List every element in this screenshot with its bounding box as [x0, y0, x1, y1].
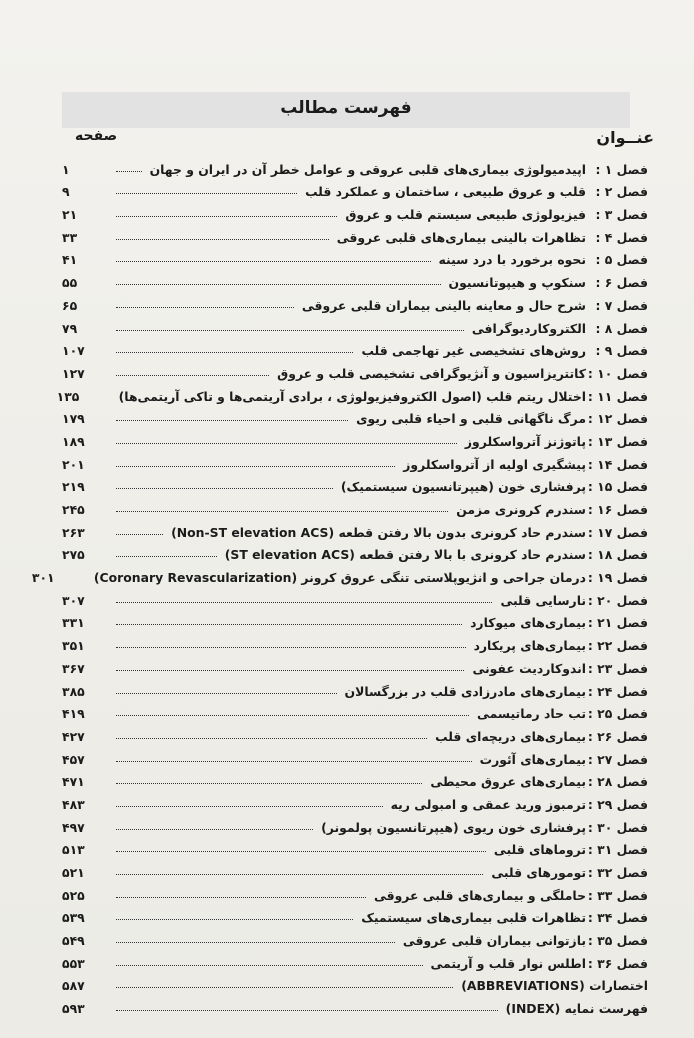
chapter-number: فصل ۲۴ :: [587, 683, 648, 699]
page-number: ۳۶۷: [62, 660, 85, 676]
toc-row: [62, 245, 648, 268]
dot-leader: [116, 1009, 498, 1011]
toc-row: [62, 676, 648, 699]
toc-row: [31, 562, 648, 586]
chapter-number: فصل ۱۷ :: [587, 524, 648, 540]
page-number: ۵۲۱: [62, 865, 85, 880]
dot-leader: [116, 918, 353, 920]
toc-row: [62, 925, 648, 948]
dot-leader: [116, 714, 469, 716]
page-number: ۵۸۷: [62, 978, 85, 994]
page-number: ۱۰۷: [62, 343, 85, 359]
chapter-number: فصل ۱۱ :: [587, 388, 648, 404]
page-number: ۹: [62, 184, 70, 200]
toc-row: [62, 767, 648, 790]
dot-leader: [116, 692, 337, 694]
page-number: ۲۴۵: [62, 502, 85, 517]
chapter-number: فصل ۳۰ :: [587, 819, 648, 835]
chapter-title: مرگ ناگهانی قلبی و احیاء قلبی ریوی: [356, 411, 586, 427]
chapter-title: سندرم کرونری مزمن: [456, 502, 586, 517]
chapter-title: پیشگیری اولیه از آترواسکلروز: [403, 456, 586, 472]
page-number: ۱۷۹: [62, 411, 85, 427]
chapter-title: ترمبوز ورید عمقی و امبولی ریه: [390, 796, 586, 812]
page-number: ۲۱: [62, 207, 78, 223]
chapter-number: فصل ۳۳ :: [587, 887, 648, 903]
dot-leader: [116, 601, 492, 603]
chapter-number: فصل ۱۰ :: [587, 365, 648, 381]
page-number: ۳۸۵: [62, 683, 85, 699]
page-number: ۲۶۳: [62, 524, 85, 540]
dot-leader: [116, 374, 269, 376]
toc-row: [62, 494, 648, 517]
chapter-number: فصل ۸ :: [595, 320, 648, 336]
toc-row: [62, 812, 648, 835]
dot-leader: [116, 170, 142, 172]
page-number: ۴۷۱: [62, 774, 85, 790]
dot-leader: [116, 760, 472, 762]
toc-row: [62, 404, 648, 427]
dot-leader: [116, 487, 333, 489]
toc-row: [62, 699, 648, 722]
chapter-number: فصل ۱۹ :: [587, 570, 648, 586]
chapter-number: فصل ۲۱ :: [587, 615, 648, 631]
chapter-title: شرح حال و معاینه بالینی بیماران قلبی عروقی: [301, 297, 586, 313]
toc-row: [62, 880, 648, 903]
dot-leader: [116, 737, 427, 739]
page-number: ۵۴۹: [62, 933, 85, 949]
chapter-title: فهرست نمایه (INDEX): [505, 1001, 648, 1017]
dot-leader: [116, 419, 348, 421]
chapter-number: فصل ۶ :: [595, 275, 648, 291]
toc-row: [62, 789, 648, 812]
page-number: ۵۱۳: [62, 842, 85, 858]
page-number: ۲۱۹: [62, 479, 85, 495]
toc-row: [62, 177, 648, 200]
toc-row: [62, 653, 648, 676]
chapter-number: فصل ۲۳ :: [587, 660, 648, 676]
dot-leader: [116, 329, 464, 331]
dot-leader: [116, 510, 448, 512]
chapter-title: بیماری‌های آئورت: [479, 751, 586, 767]
chapter-number: فصل ۲ :: [595, 184, 648, 200]
page-number: ۴۱: [62, 252, 78, 268]
page-number: ۴۲۷: [62, 728, 85, 744]
chapter-title: اپیدمیولوژی بیماری‌های قلبی عروقی و عوامل خطر آن در ایران و جهان: [149, 161, 586, 177]
chapter-number: فصل ۲۶ :: [587, 728, 648, 744]
dot-leader: [116, 941, 395, 943]
chapter-title: بیماری‌های پریکارد: [473, 638, 586, 654]
chapter-title: کاتتریزاسیون و آنژیوگرافی تشخیصی قلب و عروق: [277, 365, 586, 381]
page-number: ۳۵۱: [62, 638, 85, 654]
toc-row: [62, 472, 648, 495]
chapter-number: فصل ۷ :: [595, 297, 648, 313]
chapter-number: فصل ۱۶ :: [587, 502, 648, 517]
chapter-title: تروماهای قلبی: [493, 842, 586, 858]
chapter-title: بیماری‌های عروق محیطی: [430, 774, 586, 790]
toc-row: [62, 993, 648, 1016]
toc-row: [62, 336, 648, 359]
chapter-number: فصل ۲۷ :: [587, 751, 648, 767]
toc-row: [62, 290, 648, 313]
toc-row: [62, 517, 648, 540]
page-number: ۱۳۵: [56, 388, 80, 404]
chapter-title: بیماری‌های میوکارد: [470, 615, 586, 631]
chapter-title: بیماری‌های مادرزادی قلب در بزرگسالان: [344, 683, 586, 699]
chapter-number: فصل ۲۵ :: [587, 706, 648, 722]
chapter-number: فصل ۴ :: [595, 229, 648, 245]
chapter-number: فصل ۱ :: [595, 161, 648, 177]
chapter-title: سندرم حاد کرونری بدون بالا رفتن قطعه (Non-ST elevation ACS): [171, 524, 586, 540]
chapter-number: فصل ۱۴ :: [587, 456, 648, 472]
chapter-title: بازتوانی بیماران قلبی عروقی: [402, 933, 586, 949]
chapter-title: تب حاد رماتیسمی: [477, 706, 586, 722]
toc-list: [31, 154, 648, 1017]
toc-row: [62, 835, 648, 858]
chapter-number: فصل ۱۲ :: [587, 411, 648, 427]
chapter-number: فصل ۳۱ :: [587, 842, 648, 858]
page-number: ۱: [62, 161, 70, 177]
chapter-title: اندوکاردیت عفونی: [472, 660, 586, 676]
chapter-title: تظاهرات بالینی بیماری‌های قلبی عروقی: [336, 229, 586, 245]
dot-leader: [116, 533, 163, 535]
chapter-number: فصل ۳۲ :: [587, 865, 648, 880]
page-number: ۲۷۵: [62, 547, 85, 563]
toc-title: فهرست مطالب: [280, 98, 412, 118]
chapter-title: نارسایی قلبی: [500, 592, 586, 608]
page-number: ۵۵۳: [62, 955, 85, 971]
chapter-number: فصل ۳۶ :: [587, 955, 648, 971]
column-page-heading: صفحه: [75, 128, 118, 144]
chapter-title: اختصارات (ABBREVIATIONS): [461, 978, 648, 994]
chapter-number: فصل ۱۳ :: [587, 433, 648, 449]
page-number: ۳۰۷: [62, 592, 85, 608]
page-number: ۵۹۳: [62, 1001, 85, 1017]
chapter-title: بیماری‌های دریچه‌ای قلب: [435, 728, 586, 744]
chapter-title: سنکوپ و هیپوتانسیون: [448, 275, 586, 291]
chapter-number: فصل ۱۸ :: [587, 547, 648, 563]
dot-leader: [116, 215, 337, 217]
page-number: ۷۹: [62, 320, 78, 336]
dot-leader: [116, 623, 462, 625]
chapter-title: فیزیولوژی طبیعی سیستم قلب و عروق: [345, 207, 586, 223]
chapter-number: فصل ۱۵ :: [587, 479, 648, 495]
page-number: ۵۵: [62, 275, 78, 291]
toc-row: [62, 721, 648, 744]
dot-leader: [116, 986, 453, 988]
page-number: ۴۸۳: [62, 796, 85, 812]
column-title-heading: عنــوان: [596, 128, 654, 147]
page-number: ۱۸۹: [62, 433, 85, 449]
chapter-number: فصل ۳۵ :: [587, 933, 648, 949]
chapter-title: اطلس نوار قلب و آریتمی: [430, 955, 586, 971]
toc-row: [62, 313, 648, 336]
toc-row: [62, 267, 648, 290]
dot-leader: [116, 555, 217, 557]
dot-leader: [116, 442, 457, 444]
chapter-title: الکتروکاردیوگرافی: [471, 320, 586, 336]
chapter-title: سندرم حاد کرونری با بالا رفتن قطعه (ST elevation ACS): [224, 547, 586, 563]
dot-leader: [116, 465, 395, 467]
toc-row: [62, 585, 648, 608]
page-number: ۴۵۷: [62, 751, 85, 767]
toc-row: [56, 381, 648, 404]
chapter-number: فصل ۲۹ :: [587, 796, 648, 812]
dot-leader: [116, 896, 366, 898]
dot-leader: [116, 873, 483, 875]
chapter-title: اختلال ریتم قلب (اصول الکتروفیزیولوژی ، برادی آریتمی‌ها و تاکی آریتمی‌ها): [118, 388, 586, 404]
chapter-title: قلب و عروق طبیعی ، ساختمان و عملکرد قلب: [305, 184, 586, 200]
chapter-title: تظاهرات قلبی بیماری‌های سیستمیک: [361, 910, 586, 926]
toc-row: [62, 608, 648, 631]
chapter-title: حاملگی و بیماری‌های قلبی عروقی: [373, 887, 586, 903]
chapter-title: پرفشاری خون (هیپرتانسیون سیستمیک): [340, 479, 586, 495]
chapter-title: تومورهای قلبی: [491, 865, 586, 880]
chapter-title: روش‌های تشخیصی غیر تهاجمی قلب: [361, 343, 586, 359]
chapter-number: فصل ۲۸ :: [587, 774, 648, 790]
dot-leader: [116, 782, 422, 784]
dot-leader: [116, 192, 297, 194]
toc-row: [62, 630, 648, 653]
toc-row: [62, 449, 648, 472]
dot-leader: [116, 669, 464, 671]
dot-leader: [116, 850, 486, 852]
dot-leader: [116, 964, 423, 966]
dot-leader: [116, 306, 294, 308]
page-number: ۵۲۵: [62, 887, 85, 903]
page-number: ۶۵: [62, 297, 78, 313]
toc-row: [62, 358, 648, 381]
page-number: ۲۰۱: [62, 456, 85, 472]
dot-leader: [116, 828, 313, 830]
toc-row: [62, 744, 648, 767]
toc-row: [62, 971, 648, 994]
chapter-title: نحوه برخورد با درد سینه: [438, 252, 586, 268]
page-number: ۴۹۷: [62, 819, 85, 835]
chapter-title: پرفشاری خون ریوی (هیپرتانسیون پولمونر): [321, 819, 586, 835]
toc-row: [62, 154, 648, 177]
dot-leader: [116, 260, 431, 262]
toc-row: [62, 903, 648, 926]
dot-leader: [116, 283, 441, 285]
toc-row: [62, 222, 648, 245]
toc-row: [62, 199, 648, 222]
dot-leader: [116, 238, 329, 240]
page-number: ۳۳: [62, 229, 78, 245]
dot-leader: [116, 805, 383, 807]
dot-leader: [116, 646, 466, 648]
page-number: ۴۱۹: [62, 706, 85, 722]
toc-row: [62, 540, 648, 563]
page-number: ۳۳۱: [62, 615, 85, 631]
chapter-number: فصل ۲۰ :: [587, 592, 648, 608]
dot-leader: [116, 351, 353, 353]
chapter-number: فصل ۳۴ :: [587, 910, 648, 926]
chapter-number: فصل ۳ :: [595, 207, 648, 223]
page-number: ۵۳۹: [62, 910, 85, 926]
chapter-number: فصل ۲۲ :: [587, 638, 648, 654]
toc-row: [62, 426, 648, 449]
chapter-title: پاتوژنز آترواسکلروز: [464, 433, 586, 449]
toc-row: [62, 857, 648, 880]
toc-row: [62, 948, 648, 971]
chapter-title: درمان جراحی و انژیوپلاستی تنگی عروق کرونر (Coronary Revascularization): [93, 570, 586, 586]
page-number: ۱۲۷: [62, 365, 85, 381]
chapter-number: فصل ۵ :: [595, 252, 648, 268]
page-number: ۳۰۱: [31, 570, 55, 586]
chapter-number: فصل ۹ :: [595, 343, 648, 359]
